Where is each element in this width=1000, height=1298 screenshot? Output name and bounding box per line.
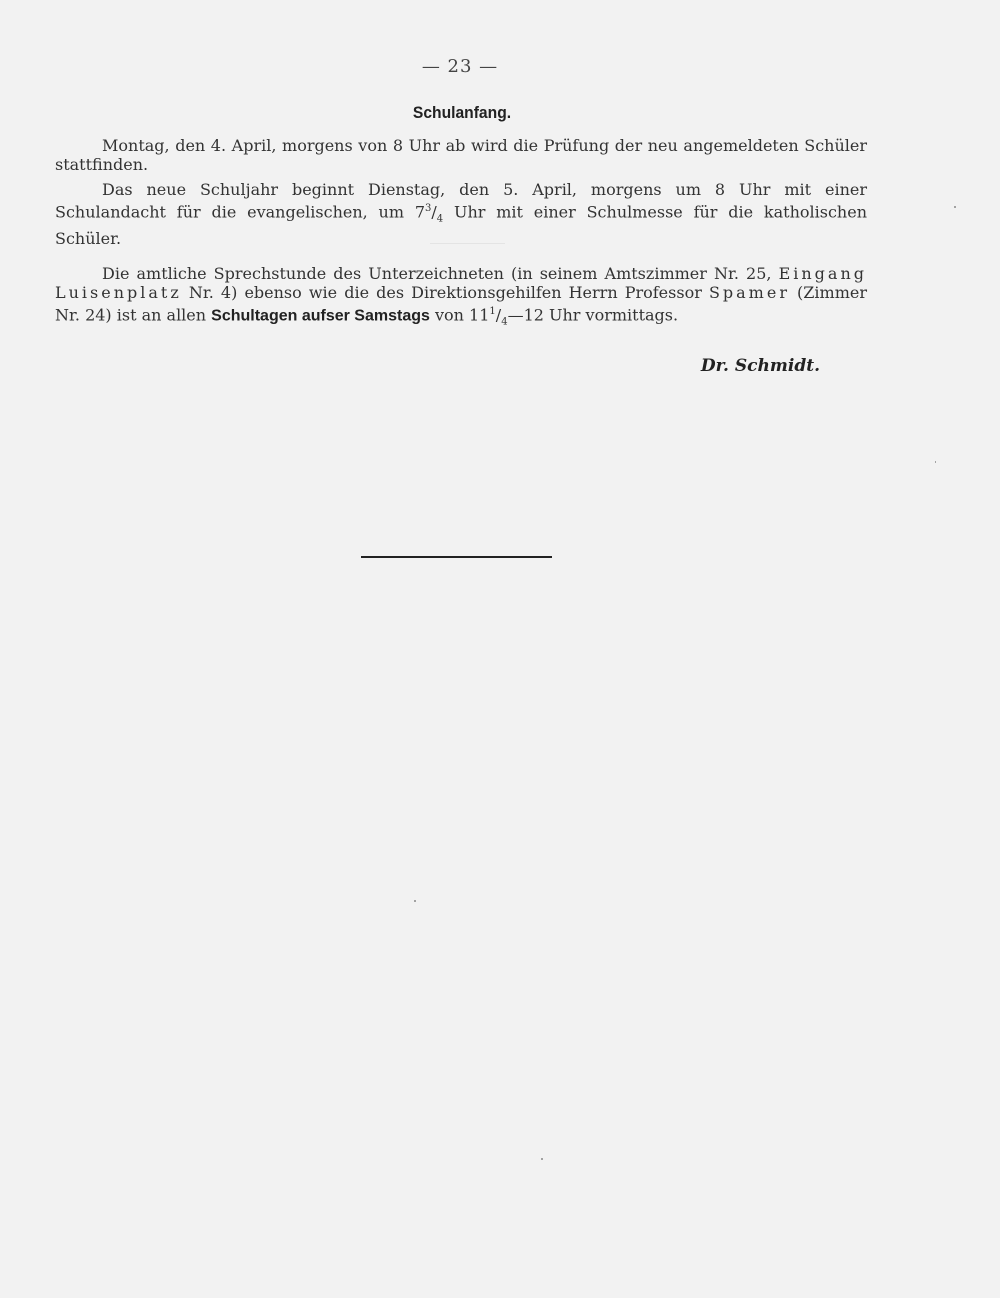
page-number: — 23 —	[421, 56, 499, 77]
signature: Dr. Schmidt.	[700, 356, 820, 376]
paper-speck	[935, 461, 936, 463]
paragraph-text: Nr. 4) ebenso wie die des Direktionsgehilfen Herrn Professor	[181, 283, 709, 302]
paragraph-text: Die amtliche Sprechstunde des Unterzeichneten (in seinem Amtszimmer Nr. 25,	[102, 264, 779, 283]
paragraph-text: von 11	[429, 305, 490, 325]
paragraph-text: Uhr mit einer Schulmesse für die katholischen Schüler.	[55, 202, 868, 248]
spaced-name: Spamer	[708, 283, 790, 302]
closing-divider	[361, 556, 552, 558]
paragraph-text: Das neue Schuljahr beginnt Dienstag, den 5. April, morgens um 8 Uhr mit einer Schulandacht für die evangelischen, um 7	[55, 180, 867, 222]
spaced-word: Eingang	[778, 264, 867, 283]
paper-speck	[414, 900, 416, 902]
paper-speck	[954, 206, 956, 208]
fraction-numerator: 3	[425, 203, 432, 214]
paragraph-office-hours: Die amtliche Sprechstunde des Unterzeichneten (in seinem Amtszimmer Nr. 25, Eingang Luisenplatz Nr. 4) ebenso wie die des Direktionsgehilfen Herrn Professor Spamer (Zimmer Nr. 24) ist an allen Schultagen aufser Samstags von $11^1/_4—12$ Uhr vormittags.	[55, 264, 867, 328]
fraction-denominator: 4	[501, 316, 508, 328]
paper-speck	[541, 1158, 543, 1160]
section-heading: Schulanfang.	[412, 103, 512, 122]
paragraph-text: —12 Uhr vormittags.	[507, 305, 679, 325]
fraction-numerator: 1	[489, 306, 496, 317]
paragraph-exam-date: Montag, den 4. April, morgens von 8 Uhr ab wird die Prüfung der neu angemeldeten Schüler stattfinden.	[55, 136, 867, 174]
paragraph-school-year-start: Das neue Schuljahr beginnt Dienstag, den 5. April, morgens um 8 Uhr mit einer Schulandacht für die evangelischen, um $7^3/_4$ Uhr mit einer Schulmesse für die katholischen Schüler.	[55, 180, 868, 248]
paragraph-text: (Zimmer Nr. 24) ist an allen	[55, 283, 867, 325]
fraction-denominator: 4	[436, 213, 444, 225]
faint-rule	[430, 243, 505, 244]
spaced-word: Luisenplatz	[55, 283, 182, 302]
emphasis-text: Schultagen aufser Samstags	[211, 307, 430, 325]
